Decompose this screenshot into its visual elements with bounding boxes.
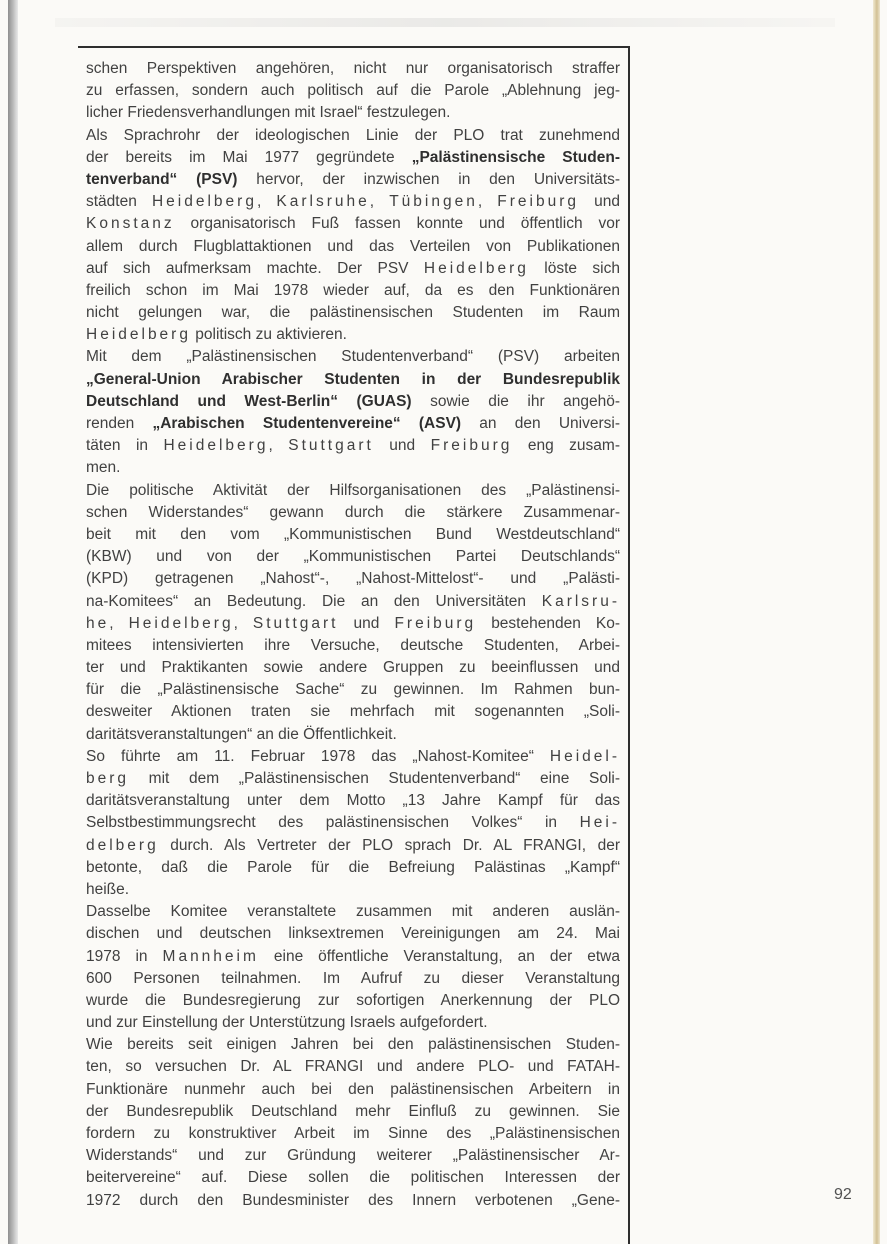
binding-shadow <box>8 0 18 1244</box>
text-line: beit mit den vom „Kommunistischen Bund Westdeutschland“ <box>86 525 620 543</box>
text-line: dischen und deutschen linksextremen Vereinigungen am 24. Mai <box>86 925 620 943</box>
text-line: desweiter Aktionen traten sie mehrfach mit sogenannten „Soli- <box>86 703 620 721</box>
text-line: daritätsveranstaltung unter dem Motto „13 Jahre Kampf für das <box>86 792 620 810</box>
text-line: he, Heidelberg, Stuttgart und Freiburg bestehenden Ko- <box>86 614 620 632</box>
text-line: nicht gelungen war, die palästinensischen Studenten im Raum <box>86 304 620 322</box>
bordered-text-box <box>78 46 630 1244</box>
text-line: 1972 durch den Bundesminister des Innern verbotenen „Gene- <box>86 1191 620 1209</box>
text-line: Deutschland und West-Berlin“ (GUAS) sowie die ihr angehö- <box>86 392 620 410</box>
text-line: Mit dem „Palästinensischen Studentenverband“ (PSV) arbeiten <box>86 348 620 366</box>
text-line: Funktionäre nunmehr auch bei den palästinensischen Arbeitern in <box>86 1080 620 1098</box>
text-line: men. <box>86 459 121 477</box>
text-line: fordern zu konstruktiver Arbeit im Sinne des „Palästinensischen <box>86 1125 620 1142</box>
text-line: berg mit dem „Palästinensischen Studentenverband“ eine Soli- <box>86 770 620 787</box>
text-line: licher Friedensverhandlungen mit Israel“ festzulegen. <box>86 104 451 122</box>
text-line: der bereits im Mai 1977 gegründete „Palästinensische Studen- <box>86 148 620 166</box>
page-number: 92 <box>834 1186 852 1203</box>
text-line: (KPD) getragenen „Nahost“-, „Nahost-Mittelost“- und „Palästi- <box>86 570 620 588</box>
text-line: So führte am 11. Februar 1978 das „Nahost-Komitee“ Heidel- <box>86 747 620 765</box>
text-line: (KBW) und von der „Kommunistischen Partei Deutschlands“ <box>86 548 620 566</box>
text-line: beitervereine“ auf. Diese sollen die politischen Interessen der <box>86 1169 620 1187</box>
text-line: Als Sprachrohr der ideologischen Linie der PLO trat zunehmend <box>86 126 620 144</box>
text-line: für die „Palästinensische Sache“ zu gewinnen. Im Rahmen bun- <box>86 681 620 699</box>
text-block <box>86 58 620 1212</box>
text-line: „General-Union Arabischer Studenten in der Bundesrepublik <box>86 370 620 388</box>
text-line: Heidelberg politisch zu aktivieren. <box>86 326 347 344</box>
text-line: freilich schon im Mai 1978 wieder auf, da es den Funktionären <box>86 281 620 299</box>
text-line: Wie bereits seit einigen Jahren bei den palästinensischen Studen- <box>86 1036 620 1054</box>
text-line: der Bundesrepublik Deutschland mehr Einfluß zu gewinnen. Sie <box>86 1102 620 1120</box>
text-line: 1978 in Mannheim eine öffentliche Veranstaltung, an der etwa <box>86 947 620 965</box>
text-line: Konstanz organisatorisch Fuß fassen konnte und öffentlich vor <box>86 215 620 233</box>
text-line: ten, so versuchen Dr. AL FRANGI und andere PLO- und FATAH- <box>86 1058 620 1076</box>
scan-artifact-smudge <box>55 18 835 27</box>
text-line: Selbstbestimmungsrecht des palästinensischen Volkes“ in Hei- <box>86 814 620 832</box>
text-line: ter und Praktikanten sowie andere Gruppen zu beeinflussen und <box>86 659 620 677</box>
text-line: Die politische Aktivität der Hilfsorganisationen des „Palästinensi- <box>86 481 620 499</box>
text-line: Widerstands“ und zur Gründung weiterer „Palästinensischer Ar- <box>86 1147 620 1165</box>
text-line: auf sich aufmerksam machte. Der PSV Heidelberg löste sich <box>86 259 620 277</box>
page-edge-line <box>873 0 880 1244</box>
text-line: delberg durch. Als Vertreter der PLO sprach Dr. AL FRANGI, der <box>86 836 620 854</box>
text-line: mitees intensivierten ihre Versuche, deutsche Studenten, Arbei- <box>86 636 620 654</box>
text-line: schen Widerstandes“ gewann durch die stärkere Zusammenar- <box>86 503 620 521</box>
text-line: täten in Heidelberg, Stuttgart und Freiburg eng zusam- <box>86 437 620 455</box>
text-line: daritätsveranstaltungen“ an die Öffentlichkeit. <box>86 725 397 743</box>
text-line: städten Heidelberg, Karlsruhe, Tübingen, Freiburg und <box>86 193 621 211</box>
text-line: na-Komitees“ an Bedeutung. Die an den Universitäten Karlsru- <box>86 592 620 610</box>
text-line: zu erfassen, sondern auch politisch auf die Parole „Ablehnung jeg- <box>86 82 620 100</box>
text-line: tenverband“ (PSV) hervor, der inzwischen in den Universitäts- <box>86 170 620 188</box>
text-line: schen Perspektiven angehören, nicht nur organisatorisch straffer <box>86 60 620 77</box>
text-line: betonte, daß die Parole für die Befreiung Palästinas „Kampf“ <box>86 858 620 876</box>
text-line: heiße. <box>86 880 130 898</box>
text-line: 600 Personen teilnahmen. Im Aufruf zu dieser Veranstaltung <box>86 969 620 987</box>
text-line: wurde die Bundesregierung zur sofortigen Anerkennung der PLO <box>86 991 620 1009</box>
text-line: Dasselbe Komitee veranstaltete zusammen mit anderen auslän- <box>86 903 620 921</box>
text-line: allem durch Flugblattaktionen und das Verteilen von Publikationen <box>86 237 620 255</box>
text-line: renden „Arabischen Studentenvereine“ (ASV) an den Universi- <box>86 415 620 432</box>
text-line: und zur Einstellung der Unterstützung Israels aufgefordert. <box>86 1014 488 1032</box>
